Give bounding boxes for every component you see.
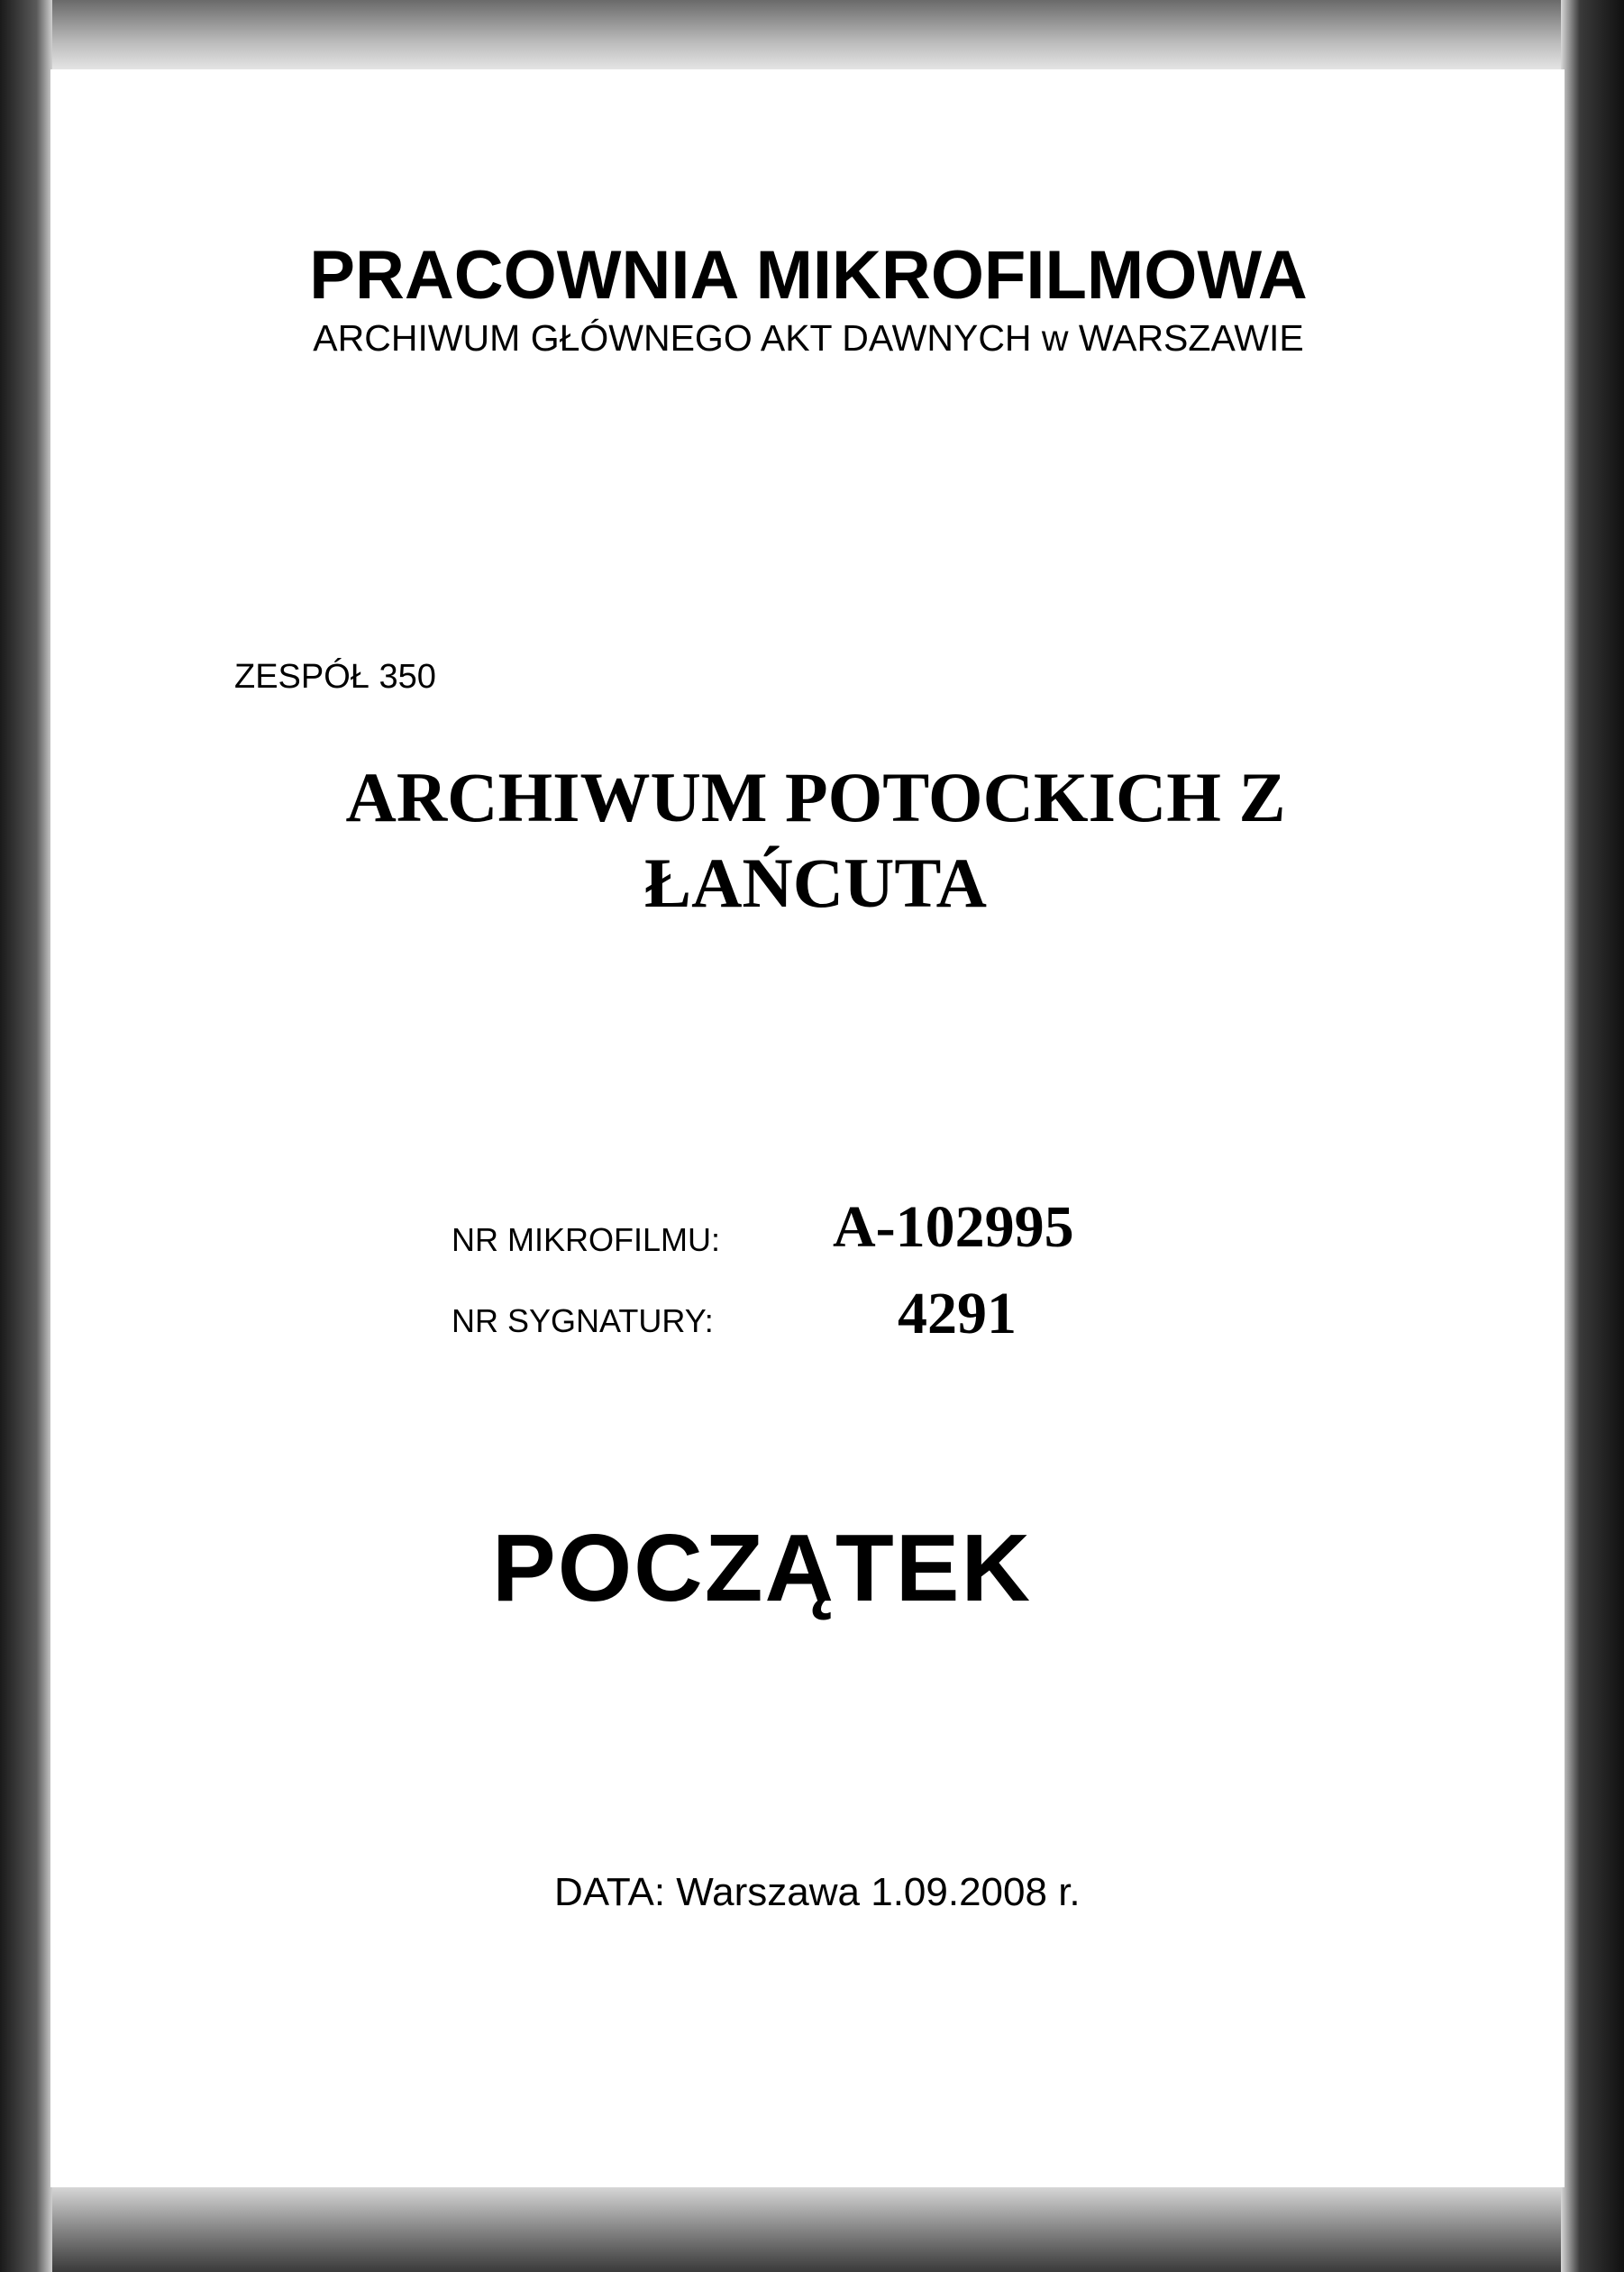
microfilm-label: NR MIKROFILMU: (452, 1221, 721, 1258)
header-title: PRACOWNIA MIKROFILMOWA (309, 237, 1308, 314)
scan-border-top (0, 0, 1624, 72)
signature-value: 4291 (898, 1281, 1017, 1346)
zespol-label: ZESPÓŁ 350 (234, 658, 436, 696)
scan-border-left (0, 0, 52, 2272)
status-label: POCZĄTEK (492, 1515, 1032, 1621)
fond-title-line2: ŁAŃCUTA (644, 844, 987, 922)
signature-label: NR SYGNATURY: (452, 1302, 714, 1339)
header-subtitle: ARCHIWUM GŁÓWNEGO AKT DAWNYCH w WARSZAWIE (313, 317, 1304, 359)
scan-border-bottom (0, 2182, 1624, 2272)
scan-border-right (1561, 0, 1624, 2272)
date-line: DATA: Warszawa 1.09.2008 r. (554, 1870, 1081, 1914)
microfilm-value: A-102995 (833, 1194, 1074, 1260)
fond-title-line1: ARCHIWUM POTOCKICH Z (345, 758, 1286, 836)
